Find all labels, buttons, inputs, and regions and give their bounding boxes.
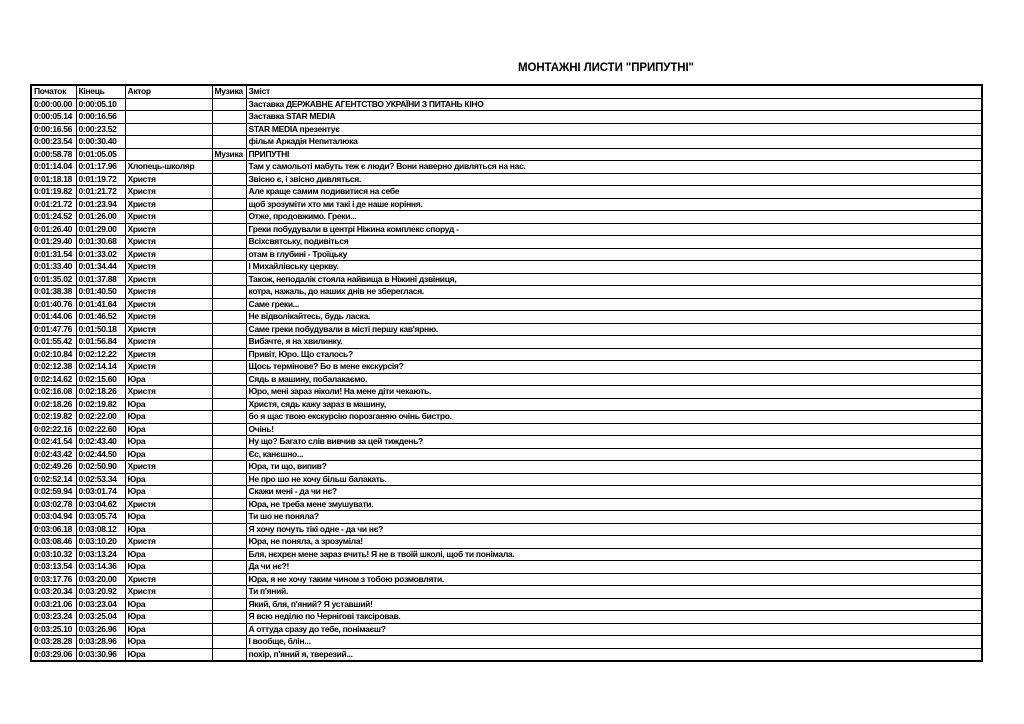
cell-actor: Юра (125, 598, 212, 611)
cell-start: 0:03:25.10 (31, 623, 76, 636)
table-row (31, 511, 982, 524)
cell-actor: Юра (125, 623, 212, 636)
cell-content: Отже, продовжимо. Греки... (246, 211, 982, 224)
cell-music (212, 486, 246, 499)
cell-content: Заставка STAR MEDIA (246, 111, 982, 124)
cell-music (212, 123, 246, 136)
cell-music (212, 636, 246, 649)
cell-actor: Юра (125, 448, 212, 461)
cell-end: 0:02:44.50 (76, 448, 125, 461)
cell-actor: Христя (125, 336, 212, 349)
cell-content: Всіхсвятську, подивіться (246, 236, 982, 249)
column-header: Актор (125, 85, 212, 98)
cell-music (212, 111, 246, 124)
cell-music (212, 173, 246, 186)
cell-content: Щось термінове? Бо в мене екскурсія? (246, 361, 982, 374)
cell-start: 0:00:58.78 (31, 148, 76, 161)
cell-music (212, 186, 246, 199)
table-row (31, 211, 982, 224)
column-header: Початок (31, 85, 76, 98)
cell-start: 0:02:22.16 (31, 423, 76, 436)
cell-start: 0:03:10.32 (31, 548, 76, 561)
cell-music (212, 398, 246, 411)
table-row (31, 436, 982, 449)
table-row (31, 123, 982, 136)
table-row (31, 136, 982, 149)
montage-table (30, 84, 983, 662)
table-body (31, 98, 982, 661)
cell-music (212, 323, 246, 336)
cell-end: 0:00:05.10 (76, 98, 125, 111)
cell-content: Не про шо не хочу більш балакать. (246, 473, 982, 486)
cell-music (212, 536, 246, 549)
cell-content: бо я щас твою екскурсію порозганяю очінь бистро. (246, 411, 982, 424)
cell-music (212, 236, 246, 249)
cell-end: 0:01:46.52 (76, 311, 125, 324)
cell-music (212, 511, 246, 524)
cell-actor: Юра (125, 473, 212, 486)
cell-content: котра, нажаль, до наших днів не збереглася. (246, 286, 982, 299)
cell-start: 0:03:08.46 (31, 536, 76, 549)
cell-music (212, 311, 246, 324)
cell-actor: Христя (125, 323, 212, 336)
cell-content: Заставка ДЕРЖАВНЕ АГЕНТСТВО УКРАЇНИ З ПИТАНЬ КІНО (246, 98, 982, 111)
cell-content: Ти п'яний. (246, 586, 982, 599)
cell-start: 0:01:55.42 (31, 336, 76, 349)
cell-content: Христя, сядь кажу зараз в машину, (246, 398, 982, 411)
cell-start: 0:03:13.54 (31, 561, 76, 574)
cell-actor: Христя (125, 223, 212, 236)
cell-actor: Юра (125, 511, 212, 524)
cell-actor: Юра (125, 648, 212, 661)
table-row (31, 286, 982, 299)
table-row (31, 398, 982, 411)
cell-end: 0:03:04.62 (76, 498, 125, 511)
cell-end: 0:02:12.22 (76, 348, 125, 361)
cell-end: 0:03:14.36 (76, 561, 125, 574)
cell-end: 0:01:21.72 (76, 186, 125, 199)
cell-end: 0:02:22.60 (76, 423, 125, 436)
cell-content: Там у самольоті мабуть теж є люди? Вони наверно дивляться на нас. (246, 161, 982, 174)
table-row (31, 323, 982, 336)
cell-end: 0:01:26.00 (76, 211, 125, 224)
cell-music (212, 648, 246, 661)
cell-end: 0:03:30.96 (76, 648, 125, 661)
table-row (31, 386, 982, 399)
cell-actor (125, 98, 212, 111)
cell-start: 0:03:20.34 (31, 586, 76, 599)
cell-music (212, 273, 246, 286)
table-row (31, 161, 982, 174)
cell-start: 0:02:16.08 (31, 386, 76, 399)
cell-content: фільм Аркадія Непиталюка (246, 136, 982, 149)
cell-actor (125, 136, 212, 149)
table-row (31, 611, 982, 624)
cell-music (212, 286, 246, 299)
cell-actor: Христя (125, 498, 212, 511)
cell-music (212, 561, 246, 574)
cell-actor: Юра (125, 411, 212, 424)
cell-start: 0:00:00.00 (31, 98, 76, 111)
cell-end: 0:03:26.96 (76, 623, 125, 636)
cell-end: 0:01:34.44 (76, 261, 125, 274)
cell-content: ПРИПУТНІ (246, 148, 982, 161)
cell-start: 0:01:38.38 (31, 286, 76, 299)
cell-start: 0:01:33.40 (31, 261, 76, 274)
cell-start: 0:03:21.06 (31, 598, 76, 611)
table-row (31, 461, 982, 474)
cell-start: 0:03:28.28 (31, 636, 76, 649)
cell-actor: Христя (125, 173, 212, 186)
cell-actor: Юра (125, 561, 212, 574)
cell-end: 0:01:40.50 (76, 286, 125, 299)
table-row (31, 148, 982, 161)
cell-end: 0:01:05.05 (76, 148, 125, 161)
cell-content: Греки побудували в центрі Ніжина комплекс споруд - (246, 223, 982, 236)
cell-content: І вообще, блін... (246, 636, 982, 649)
cell-actor (125, 123, 212, 136)
cell-end: 0:01:30.68 (76, 236, 125, 249)
cell-start: 0:01:21.72 (31, 198, 76, 211)
cell-start: 0:02:14.62 (31, 373, 76, 386)
cell-content: отам в глубині - Троїцьку (246, 248, 982, 261)
cell-content: Бля, нєхрєн мене зараз вчить! Я не в твоїй школі, щоб ти понімала. (246, 548, 982, 561)
cell-content: Да чи нє?! (246, 561, 982, 574)
cell-music (212, 198, 246, 211)
cell-end: 0:01:41.64 (76, 298, 125, 311)
table-row (31, 648, 982, 661)
cell-actor: Юра (125, 611, 212, 624)
cell-actor: Христя (125, 211, 212, 224)
cell-actor: Христя (125, 273, 212, 286)
cell-end: 0:02:50.90 (76, 461, 125, 474)
cell-actor: Юра (125, 548, 212, 561)
cell-actor: Юра (125, 636, 212, 649)
cell-end: 0:02:53.34 (76, 473, 125, 486)
cell-start: 0:00:16.56 (31, 123, 76, 136)
cell-start: 0:03:23.24 (31, 611, 76, 624)
table-row (31, 411, 982, 424)
cell-start: 0:03:17.76 (31, 573, 76, 586)
cell-content: Саме греки побудували в місті першу кав'ярню. (246, 323, 982, 336)
cell-actor: Юра (125, 423, 212, 436)
cell-content: Скажи мені - да чи нє? (246, 486, 982, 499)
cell-music (212, 348, 246, 361)
cell-actor: Христя (125, 236, 212, 249)
table-row (31, 486, 982, 499)
cell-start: 0:02:12.38 (31, 361, 76, 374)
cell-music (212, 211, 246, 224)
table-row (31, 98, 982, 111)
cell-end: 0:00:16.56 (76, 111, 125, 124)
cell-actor: Христя (125, 311, 212, 324)
cell-content: Очінь! (246, 423, 982, 436)
cell-actor: Христя (125, 261, 212, 274)
cell-content: STAR MEDIA презентує (246, 123, 982, 136)
cell-content: Юра, ти що, випив? (246, 461, 982, 474)
table-row (31, 623, 982, 636)
table-row (31, 636, 982, 649)
cell-end: 0:03:28.96 (76, 636, 125, 649)
cell-end: 0:03:05.74 (76, 511, 125, 524)
cell-music: Музика (212, 148, 246, 161)
cell-actor: Юра (125, 398, 212, 411)
cell-actor: Христя (125, 248, 212, 261)
cell-music (212, 248, 246, 261)
table-row (31, 336, 982, 349)
cell-content: Не відволікайтесь, будь ласка. (246, 311, 982, 324)
table-row (31, 248, 982, 261)
cell-actor: Юра (125, 486, 212, 499)
cell-end: 0:02:15.60 (76, 373, 125, 386)
table-row (31, 261, 982, 274)
cell-actor: Христя (125, 536, 212, 549)
cell-end: 0:03:25.04 (76, 611, 125, 624)
cell-start: 0:01:47.76 (31, 323, 76, 336)
cell-start: 0:01:44.06 (31, 311, 76, 324)
cell-actor: Юра (125, 373, 212, 386)
cell-music (212, 136, 246, 149)
cell-actor: Христя (125, 586, 212, 599)
cell-start: 0:02:52.14 (31, 473, 76, 486)
document-title: МОНТАЖНІ ЛИСТИ "ПРИПУТНІ" (518, 62, 694, 74)
cell-end: 0:01:33.02 (76, 248, 125, 261)
cell-actor: Юра (125, 436, 212, 449)
table-row (31, 598, 982, 611)
table-row (31, 373, 982, 386)
cell-music (212, 473, 246, 486)
cell-music (212, 261, 246, 274)
table-row (31, 348, 982, 361)
cell-actor: Христя (125, 348, 212, 361)
cell-start: 0:02:19.82 (31, 411, 76, 424)
cell-end: 0:03:20.00 (76, 573, 125, 586)
cell-content: Який, бля, п'яний? Я уставший! (246, 598, 982, 611)
column-header: Музика (212, 85, 246, 98)
cell-music (212, 461, 246, 474)
cell-end: 0:03:23.04 (76, 598, 125, 611)
cell-music (212, 336, 246, 349)
cell-content: Саме греки... (246, 298, 982, 311)
cell-end: 0:01:29.00 (76, 223, 125, 236)
cell-music (212, 573, 246, 586)
table-row (31, 111, 982, 124)
cell-music (212, 611, 246, 624)
cell-start: 0:01:29.40 (31, 236, 76, 249)
cell-start: 0:01:35.02 (31, 273, 76, 286)
table-row (31, 573, 982, 586)
table-row (31, 561, 982, 574)
cell-content: Сядь в машину, побалакаємо. (246, 373, 982, 386)
cell-content: Ну що? Багато слів вивчив за цей тиждень? (246, 436, 982, 449)
table-row (31, 498, 982, 511)
table-row (31, 173, 982, 186)
cell-content: Також, неподалік стояла найвища в Ніжині дзвіниця, (246, 273, 982, 286)
cell-end: 0:03:13.24 (76, 548, 125, 561)
cell-content: Єс, канєшно... (246, 448, 982, 461)
cell-end: 0:00:23.52 (76, 123, 125, 136)
cell-start: 0:02:41.54 (31, 436, 76, 449)
cell-music (212, 448, 246, 461)
cell-actor: Христя (125, 386, 212, 399)
cell-music (212, 386, 246, 399)
cell-music (212, 373, 246, 386)
table-row (31, 223, 982, 236)
cell-start: 0:03:29.06 (31, 648, 76, 661)
cell-end: 0:03:10.20 (76, 536, 125, 549)
cell-end: 0:01:50.18 (76, 323, 125, 336)
table-row (31, 548, 982, 561)
cell-start: 0:01:14.04 (31, 161, 76, 174)
cell-content: Юра, я не хочу таким чином з тобою розмовляти. (246, 573, 982, 586)
cell-end: 0:02:43.40 (76, 436, 125, 449)
cell-music (212, 411, 246, 424)
cell-start: 0:01:31.54 (31, 248, 76, 261)
cell-end: 0:02:14.14 (76, 361, 125, 374)
cell-start: 0:01:40.76 (31, 298, 76, 311)
cell-start: 0:02:10.84 (31, 348, 76, 361)
cell-music (212, 623, 246, 636)
cell-content: Я хочу почуть тікі одне - да чи нє? (246, 523, 982, 536)
cell-content: Юра, не треба мене змушувати. (246, 498, 982, 511)
cell-music (212, 298, 246, 311)
cell-actor: Христя (125, 573, 212, 586)
cell-content: Я всю неділю по Чернігові таксіровав. (246, 611, 982, 624)
table-row (31, 361, 982, 374)
cell-music (212, 361, 246, 374)
table-row (31, 186, 982, 199)
table-row (31, 586, 982, 599)
cell-content: Юро, мені зараз ніколи! На мене діти чекають. (246, 386, 982, 399)
cell-end: 0:00:30.40 (76, 136, 125, 149)
column-header: Зміст (246, 85, 982, 98)
cell-start: 0:02:59.94 (31, 486, 76, 499)
cell-end: 0:02:19.82 (76, 398, 125, 411)
header-row (31, 85, 982, 98)
cell-end: 0:03:20.92 (76, 586, 125, 599)
table-row (31, 311, 982, 324)
cell-music (212, 436, 246, 449)
table-row (31, 473, 982, 486)
cell-music (212, 598, 246, 611)
cell-end: 0:03:08.12 (76, 523, 125, 536)
cell-content: Звісно є, і звісно дивляться. (246, 173, 982, 186)
table-row (31, 423, 982, 436)
cell-start: 0:01:19.82 (31, 186, 76, 199)
cell-start: 0:03:02.78 (31, 498, 76, 511)
cell-start: 0:03:04.94 (31, 511, 76, 524)
cell-end: 0:02:18.26 (76, 386, 125, 399)
cell-end: 0:01:56.84 (76, 336, 125, 349)
cell-actor: Юра (125, 523, 212, 536)
cell-content: похір, п'яний я, тверезий... (246, 648, 982, 661)
column-header: Кінець (76, 85, 125, 98)
cell-music (212, 223, 246, 236)
table-row (31, 198, 982, 211)
cell-music (212, 98, 246, 111)
cell-music (212, 548, 246, 561)
cell-start: 0:01:18.18 (31, 173, 76, 186)
cell-music (212, 423, 246, 436)
cell-content: Ти шо не поняла? (246, 511, 982, 524)
cell-actor: Христя (125, 186, 212, 199)
cell-actor: Хлопець-школяр (125, 161, 212, 174)
table-row (31, 236, 982, 249)
cell-actor (125, 111, 212, 124)
cell-start: 0:02:18.26 (31, 398, 76, 411)
cell-start: 0:00:23.54 (31, 136, 76, 149)
cell-start: 0:01:26.40 (31, 223, 76, 236)
table-row (31, 536, 982, 549)
cell-actor: Христя (125, 198, 212, 211)
cell-end: 0:01:23.94 (76, 198, 125, 211)
cell-music (212, 498, 246, 511)
cell-content: Вибачте, я на хвилинку. (246, 336, 982, 349)
cell-end: 0:01:17.96 (76, 161, 125, 174)
table-row (31, 448, 982, 461)
cell-music (212, 161, 246, 174)
cell-content: І Михайлівську церкву. (246, 261, 982, 274)
cell-start: 0:03:06.18 (31, 523, 76, 536)
cell-music (212, 523, 246, 536)
cell-actor: Христя (125, 286, 212, 299)
cell-start: 0:02:49.26 (31, 461, 76, 474)
cell-content: Але краще самим подивитися на себе (246, 186, 982, 199)
cell-start: 0:01:24.52 (31, 211, 76, 224)
cell-content: Привіт, Юро. Що сталось? (246, 348, 982, 361)
cell-end: 0:02:22.00 (76, 411, 125, 424)
cell-actor (125, 148, 212, 161)
table-row (31, 273, 982, 286)
cell-actor: Христя (125, 361, 212, 374)
cell-content: Юра, не поняла, а зрозуміла! (246, 536, 982, 549)
cell-end: 0:03:01.74 (76, 486, 125, 499)
table-row (31, 523, 982, 536)
cell-start: 0:00:05.14 (31, 111, 76, 124)
cell-actor: Христя (125, 298, 212, 311)
cell-start: 0:02:43.42 (31, 448, 76, 461)
table-row (31, 298, 982, 311)
cell-content: А оттуда сразу до тебе, понімаєш? (246, 623, 982, 636)
cell-actor: Христя (125, 461, 212, 474)
cell-end: 0:01:37.88 (76, 273, 125, 286)
cell-music (212, 586, 246, 599)
cell-end: 0:01:19.72 (76, 173, 125, 186)
cell-content: щоб зрозуміти хто ми такі і де наше коріння. (246, 198, 982, 211)
